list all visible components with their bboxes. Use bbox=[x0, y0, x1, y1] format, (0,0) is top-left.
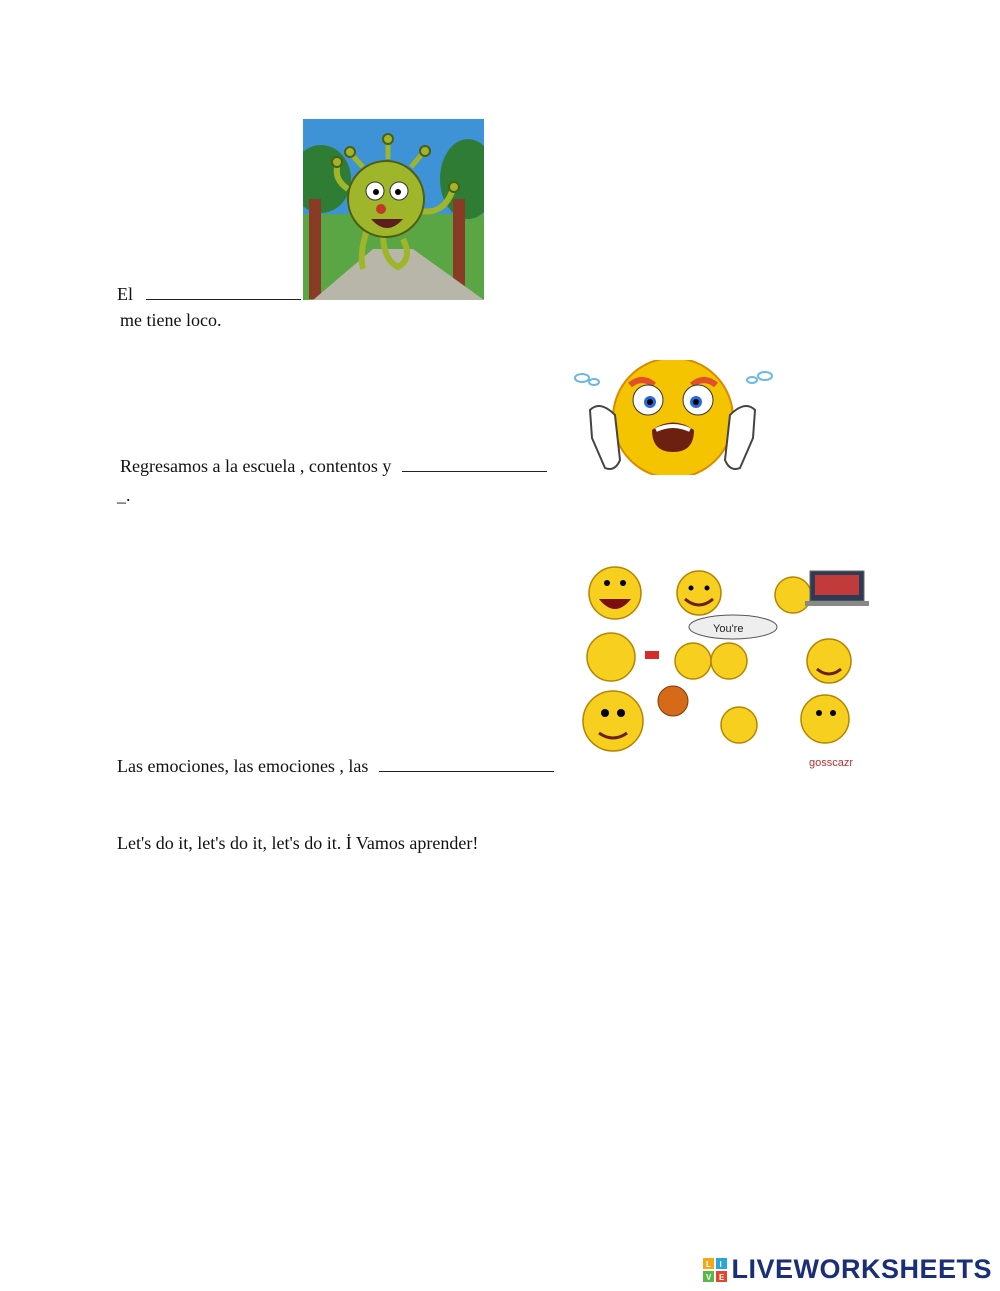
sentence-3-prefix: Las emociones, las emociones , las bbox=[117, 756, 369, 776]
sentence-2-tail: _. bbox=[117, 485, 131, 505]
emoticons-grid-image bbox=[573, 533, 871, 773]
liveworksheets-wordmark: LIVEWORKSHEETS bbox=[731, 1254, 992, 1284]
sentence-2-line bbox=[120, 456, 547, 477]
answer-blank-1[interactable] bbox=[146, 285, 301, 300]
sentence-3-line bbox=[117, 756, 554, 777]
svg-text:V: V bbox=[706, 1272, 712, 1282]
liveworksheets-logo bbox=[703, 1254, 992, 1285]
scared-emoji-image bbox=[570, 360, 775, 475]
sentence-1-continuation: me tiene loco. bbox=[120, 310, 222, 330]
image-watermark: gosscazr bbox=[809, 757, 854, 769]
virus-image bbox=[303, 119, 484, 300]
answer-blank-2[interactable] bbox=[402, 457, 547, 472]
answer-blank-3[interactable] bbox=[379, 757, 554, 772]
liveworksheets-cube-icon bbox=[703, 1258, 727, 1282]
svg-text:E: E bbox=[719, 1272, 725, 1282]
sentence-1-prefix: El bbox=[117, 284, 133, 304]
svg-text:I: I bbox=[719, 1259, 723, 1269]
svg-text:L: L bbox=[706, 1259, 712, 1269]
sentence-2-prefix: Regresamos a la escuela , contentos y bbox=[120, 456, 392, 476]
closing-line: Let's do it, let's do it, let's do it. İ Vamos aprender! bbox=[117, 833, 479, 853]
sentence-1-line bbox=[117, 284, 301, 305]
speech-bubble-text: You're bbox=[713, 623, 744, 635]
